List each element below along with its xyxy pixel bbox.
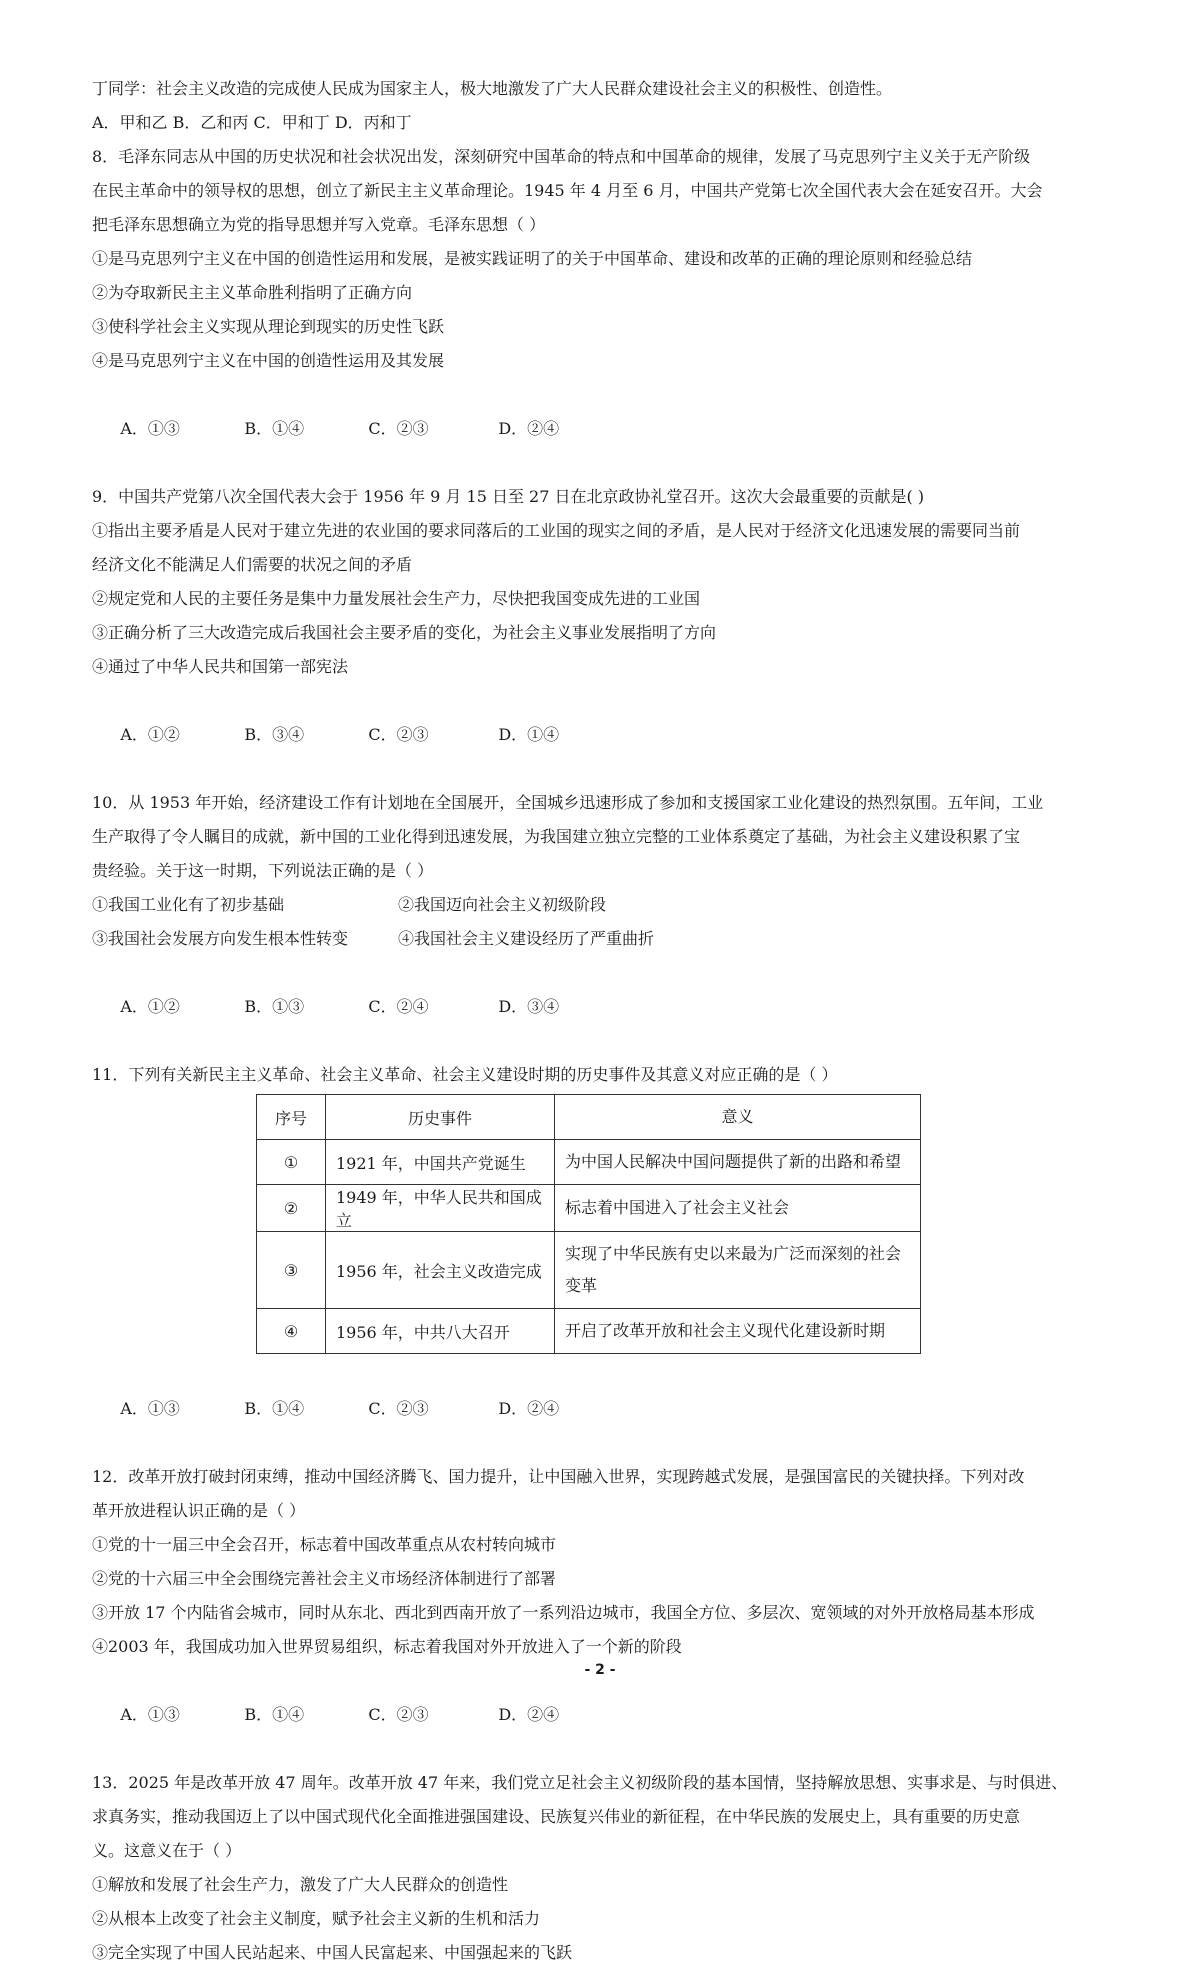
choice-b: B．③④ xyxy=(244,725,305,744)
question-11-choices xyxy=(92,1358,1122,1460)
choice-a: A．①② xyxy=(120,997,180,1016)
choice-a: A．①③ xyxy=(120,1705,180,1724)
question-10-stem: 贵经验。关于这一时期，下列说法正确的是（ ） xyxy=(92,861,434,880)
text-line: 丁同学：社会主义改造的完成使人民成为国家主人，极大地激发了广大人民群众建设社会主义的积极性、创造性。 xyxy=(92,79,893,98)
table-cell: ① xyxy=(257,1140,326,1185)
question-9-stem: 9．中国共产党第八次全国代表大会于 1956 年 9 月 15 日至 27 日在北京政协礼堂召开。这次大会最重要的贡献是( ) xyxy=(92,487,925,506)
choice-b: B．①④ xyxy=(244,1399,305,1418)
table-row xyxy=(257,1140,921,1185)
table-row xyxy=(257,1185,921,1232)
answer-options: A．甲和乙 B．乙和丙 C．甲和丁 D．丙和丁 xyxy=(92,113,412,132)
table-cell: ③ xyxy=(257,1232,326,1309)
column-header: 历史事件 xyxy=(326,1095,555,1140)
table-cell: ④ xyxy=(257,1309,326,1354)
table-header-row xyxy=(257,1095,921,1140)
statement-1: ①我国工业化有了初步基础 xyxy=(92,895,285,914)
question-9-statement: ①指出主要矛盾是人民对于建立先进的农业国的要求同落后的工业国的现实之间的矛盾，是人民对于经济文化迅速发展的需要同当前 xyxy=(92,521,1021,540)
question-12-statement: ②党的十六届三中全会围绕完善社会主义市场经济体制进行了部署 xyxy=(92,1569,557,1588)
choice-b: B．①④ xyxy=(244,1705,305,1724)
table-cell: 1949 年，中华人民共和国成立 xyxy=(326,1185,555,1232)
table-cell: 1921 年，中国共产党诞生 xyxy=(326,1140,555,1185)
question-8-statement: ③使科学社会主义实现从理论到现实的历史性飞跃 xyxy=(92,317,445,336)
question-13-statement: ②从根本上改变了社会主义制度，赋予社会主义新的生机和活力 xyxy=(92,1909,541,1928)
question-10-choices xyxy=(92,956,1122,1058)
choice-d: D．②④ xyxy=(498,419,560,438)
column-header: 序号 xyxy=(257,1095,326,1140)
question-8-statement: ②为夺取新民主主义革命胜利指明了正确方向 xyxy=(92,283,413,302)
question-10-statements xyxy=(92,888,1122,922)
question-12-statement: ④2003 年，我国成功加入世界贸易组织，标志着我国对外开放进入了一个新的阶段 xyxy=(92,1637,682,1656)
table-cell: 实现了中华民族有史以来最为广泛而深刻的社会变革 xyxy=(555,1232,921,1309)
table-cell: ② xyxy=(257,1185,326,1232)
question-8-stem: 8．毛泽东同志从中国的历史状况和社会状况出发，深刻研究中国革命的特点和中国革命的规律，发展了马克思列宁主义关于无产阶级 xyxy=(92,147,1031,166)
choice-d: D．①④ xyxy=(498,725,560,744)
question-12-choices xyxy=(92,1664,1122,1766)
choice-c: C．②③ xyxy=(368,419,429,438)
question-8-stem: 把毛泽东思想确立为党的指导思想并写入党章。毛泽东思想（ ） xyxy=(92,215,546,234)
question-8-statement: ①是马克思列宁主义在中国的创造性运用和发展，是被实践证明了的关于中国革命、建设和改革的正确的理论原则和经验总结 xyxy=(92,249,973,268)
question-9-statement: ②规定党和人民的主要任务是集中力量发展社会生产力，尽快把我国变成先进的工业国 xyxy=(92,589,701,608)
exam-page xyxy=(92,72,1122,1970)
question-13-stem: 求真务实，推动我国迈上了以中国式现代化全面推进强国建设、民族复兴伟业的新征程，在中华民族的发展史上，具有重要的历史意 xyxy=(92,1807,1021,1826)
question-12-stem: 革开放进程认识正确的是（ ） xyxy=(92,1501,306,1520)
question-8-statement: ④是马克思列宁主义在中国的创造性运用及其发展 xyxy=(92,351,445,370)
question-12-statement: ③开放 17 个内陆省会城市，同时从东北、西北到西南开放了一系列沿边城市，我国全方位、多层次、宽领域的对外开放格局基本形成 xyxy=(92,1603,1035,1622)
choice-c: C．②③ xyxy=(368,1705,429,1724)
statement-3: ③我国社会发展方向发生根本性转变 xyxy=(92,929,349,948)
question-9-statement: ③正确分析了三大改造完成后我国社会主要矛盾的变化，为社会主义事业发展指明了方向 xyxy=(92,623,717,642)
question-10-stem: 生产取得了令人瞩目的成就，新中国的工业化得到迅速发展，为我国建立独立完整的工业体系奠定了基础，为社会主义建设积累了宝 xyxy=(92,827,1021,846)
choice-c: C．②③ xyxy=(368,1399,429,1418)
choice-b: B．①④ xyxy=(244,419,305,438)
choice-a: A．①② xyxy=(120,725,180,744)
choice-a: A．①③ xyxy=(120,419,180,438)
choice-d: D．③④ xyxy=(498,997,560,1016)
question-12-statement: ①党的十一届三中全会召开，标志着中国改革重点从农村转向城市 xyxy=(92,1535,557,1554)
choice-c: C．②④ xyxy=(368,997,429,1016)
table-cell: 1956 年，中共八大召开 xyxy=(326,1309,555,1354)
choice-a: A．①③ xyxy=(120,1399,180,1418)
page-number: - 2 - xyxy=(584,1662,616,1678)
question-9-choices xyxy=(92,684,1122,786)
table-row xyxy=(257,1309,921,1354)
question-10-stem: 10．从 1953 年开始，经济建设工作有计划地在全国展开，全国城乡迅速形成了参加和支援国家工业化建设的热烈氛围。五年间，工业 xyxy=(92,793,1044,812)
table-cell: 1956 年，社会主义改造完成 xyxy=(326,1232,555,1309)
question-11-stem: 11．下列有关新民主主义革命、社会主义革命、社会主义建设时期的历史事件及其意义对应正确的是（ ） xyxy=(92,1065,838,1084)
question-13-statement: ③完全实现了中国人民站起来、中国人民富起来、中国强起来的飞跃 xyxy=(92,1943,573,1962)
question-10-statements xyxy=(92,922,1122,956)
table-cell: 标志着中国进入了社会主义社会 xyxy=(555,1185,921,1232)
statement-2: ②我国迈向社会主义初级阶段 xyxy=(398,895,607,914)
statement-4: ④我国社会主义建设经历了严重曲折 xyxy=(398,929,655,948)
question-9-statement: 经济文化不能满足人们需要的状况之间的矛盾 xyxy=(92,555,413,574)
table-cell: 开启了改革开放和社会主义现代化建设新时期 xyxy=(555,1309,921,1354)
history-events-table xyxy=(256,1094,921,1354)
question-13-stem: 义。这意义在于（ ） xyxy=(92,1841,242,1860)
choice-b: B．①③ xyxy=(244,997,305,1016)
question-9-statement: ④通过了中华人民共和国第一部宪法 xyxy=(92,657,349,676)
table-row xyxy=(257,1232,921,1309)
choice-d: D．②④ xyxy=(498,1399,560,1418)
question-8-stem: 在民主革命中的领导权的思想，创立了新民主主义革命理论。1945 年 4 月至 6 月，中国共产党第七次全国代表大会在延安召开。大会 xyxy=(92,181,1043,200)
table-cell: 为中国人民解决中国问题提供了新的出路和希望 xyxy=(555,1140,921,1185)
question-8-choices xyxy=(92,378,1122,480)
question-13-statement: ①解放和发展了社会生产力，激发了广大人民群众的创造性 xyxy=(92,1875,509,1894)
choice-d: D．②④ xyxy=(498,1705,560,1724)
column-header: 意义 xyxy=(555,1095,921,1140)
question-12-stem: 12．改革开放打破封闭束缚，推动中国经济腾飞、国力提升，让中国融入世界，实现跨越式发展，是强国富民的关键抉择。下列对改 xyxy=(92,1467,1025,1486)
question-13-stem: 13．2025 年是改革开放 47 周年。改革开放 47 年来，我们党立足社会主义初级阶段的基本国情，坚持解放思想、实事求是、与时俱进、 xyxy=(92,1773,1068,1792)
choice-c: C．②③ xyxy=(368,725,429,744)
